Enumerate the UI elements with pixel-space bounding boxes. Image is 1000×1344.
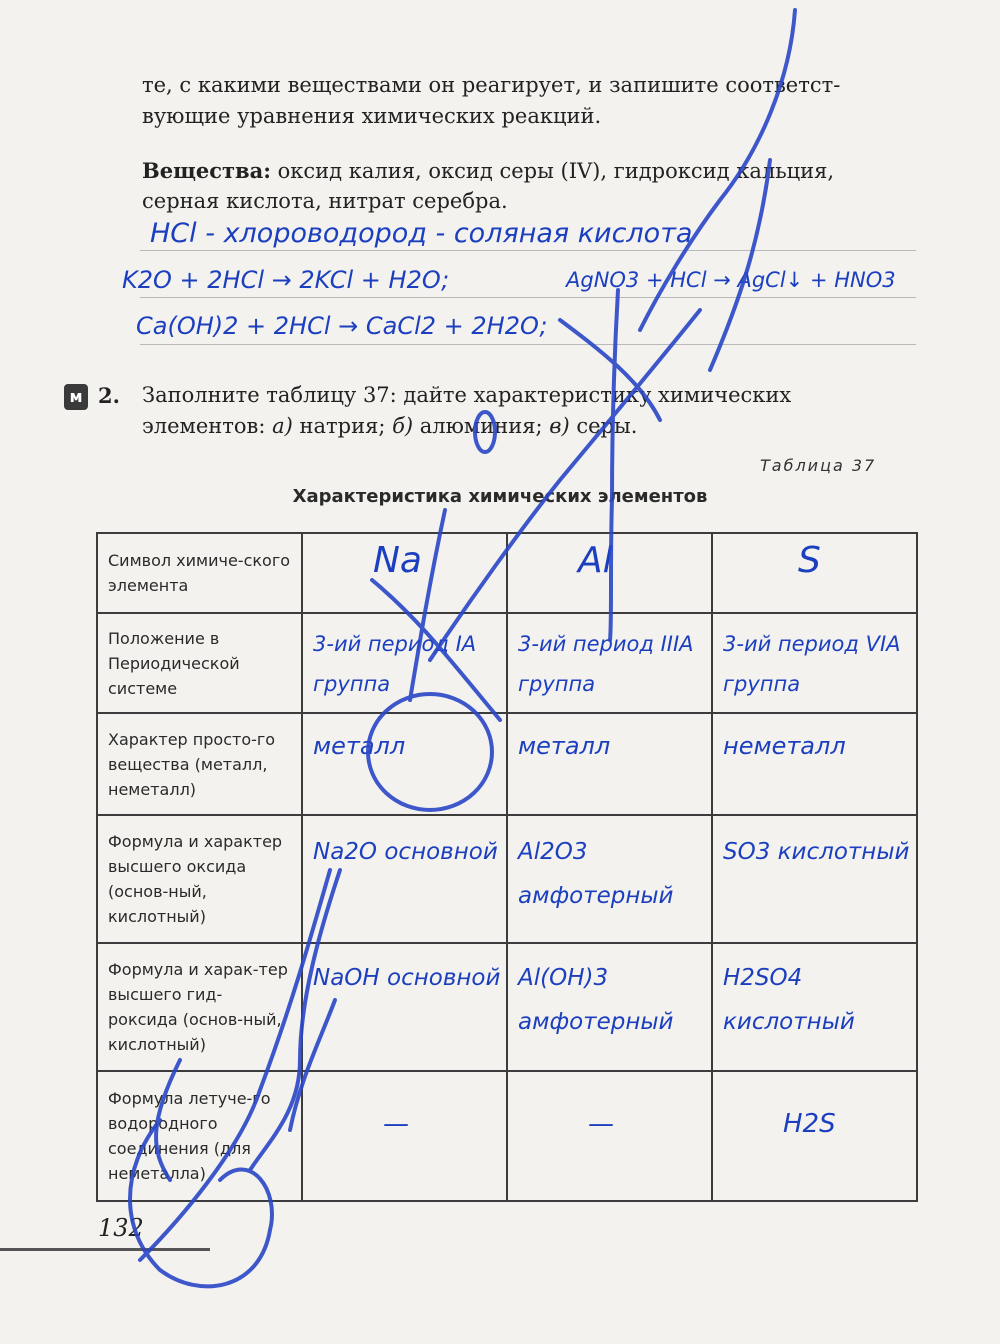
intro-line-1: те, с какими веществами он реагирует, и запишите соответст- — [142, 73, 841, 97]
cell-na — [302, 533, 507, 613]
substances-line-2: серная кислота, нитрат серебра. — [142, 189, 508, 213]
cell-s — [712, 815, 917, 943]
row-label: Символ химиче-ского элемента — [97, 533, 302, 613]
answer-eq-agno3: AgNO3 + HCl → AgCl↓ + HNO3 — [566, 268, 896, 292]
cell-al — [507, 815, 712, 943]
task-text-line-1: Заполните таблицу 37: дайте характеристику химических — [142, 383, 792, 407]
hand-s-oxide: SO3 кислотный — [723, 839, 910, 865]
task-number: 2. — [98, 383, 120, 408]
hand-s-hydride: H2S — [783, 1109, 836, 1139]
cell-al — [507, 1071, 712, 1201]
answer-eq-caoh2: Ca(OH)2 + 2HCl → CaCl2 + 2H2O; — [136, 312, 548, 340]
table-row — [97, 1071, 917, 1201]
hand-na-character: металл — [313, 732, 406, 760]
option-b: б) — [392, 414, 414, 438]
cell-na — [302, 1071, 507, 1201]
hand-al-symbol: Al — [578, 540, 613, 581]
table-row — [97, 613, 917, 713]
cell-na — [302, 613, 507, 713]
method-badge: м — [64, 384, 88, 410]
row-label: Характер просто-го вещества (металл, неметалл) — [97, 713, 302, 815]
answer-eq-k2o: K2O + 2HCl → 2KCl + H2O; — [122, 266, 450, 294]
page-number: 132 — [98, 1214, 144, 1242]
cell-s — [712, 613, 917, 713]
cell-al — [507, 533, 712, 613]
cell-s — [712, 1071, 917, 1201]
hand-na-hydride: — — [383, 1109, 409, 1139]
ruled-line — [140, 297, 916, 298]
table-row — [97, 713, 917, 815]
option-a: а) — [272, 414, 293, 438]
substances-line-1 — [142, 155, 922, 187]
hand-al-oxide: Al2O3 амфотерный — [518, 839, 674, 909]
intro-line-2: вующие уравнения химических реакций. — [142, 104, 602, 128]
cell-s — [712, 943, 917, 1071]
cell-s — [712, 713, 917, 815]
page-footer-rule — [0, 1248, 210, 1251]
table-caption: Таблица 37 — [760, 456, 877, 475]
hand-s-symbol: S — [798, 540, 821, 581]
cell-na — [302, 815, 507, 943]
hand-na-symbol: Na — [373, 540, 422, 581]
ruled-line — [140, 250, 916, 251]
hand-al-hydride: — — [588, 1109, 614, 1139]
option-c-text: серы. — [569, 414, 638, 438]
task-text-line-2 — [142, 411, 918, 442]
task-text-lead: элементов: — [142, 414, 273, 438]
hand-na-hydroxide: NaOH основной — [313, 965, 501, 991]
option-b-text: алюминия; — [413, 414, 550, 438]
hand-na-oxide: Na2O основной — [313, 839, 498, 865]
option-c: в) — [549, 414, 570, 438]
substances-label: Вещества: — [142, 158, 271, 183]
hand-na-position: 3-ий период IA группа — [313, 632, 477, 696]
hand-al-hydroxide: Al(OH)3 амфотерный — [518, 965, 674, 1035]
cell-s — [712, 533, 917, 613]
cell-al — [507, 943, 712, 1071]
cell-al — [507, 713, 712, 815]
answer-hcl-name: HCl - хлороводород - соляная кислота — [150, 218, 693, 249]
row-label: Формула и харак-тер высшего гид-роксида (основ-ный, кислотный) — [97, 943, 302, 1071]
element-characteristics-table — [96, 532, 918, 1202]
hand-s-position: 3-ий период VIA группа — [723, 632, 901, 696]
hand-al-character: металл — [518, 732, 611, 760]
option-a-text: натрия; — [292, 414, 393, 438]
row-label: Формула летуче-го водородного соединения (для неметалла) — [97, 1071, 302, 1201]
table-row — [97, 815, 917, 943]
substances-list-1: оксид калия, оксид серы (IV), гидроксид кальция, — [277, 159, 835, 183]
table-row — [97, 943, 917, 1071]
cell-al — [507, 613, 712, 713]
row-label: Положение в Периодической системе — [97, 613, 302, 713]
table-row — [97, 533, 917, 613]
ruled-line — [140, 344, 916, 345]
hand-al-position: 3-ий период IIIA группа — [518, 632, 694, 696]
hand-s-character: неметалл — [723, 732, 846, 760]
row-label: Формула и характер высшего оксида (основ-ный, кислотный) — [97, 815, 302, 943]
cell-na — [302, 943, 507, 1071]
cell-na — [302, 713, 507, 815]
hand-s-hydroxide: H2SO4 кислотный — [723, 965, 855, 1035]
table-title: Характеристика химических элементов — [292, 486, 708, 507]
